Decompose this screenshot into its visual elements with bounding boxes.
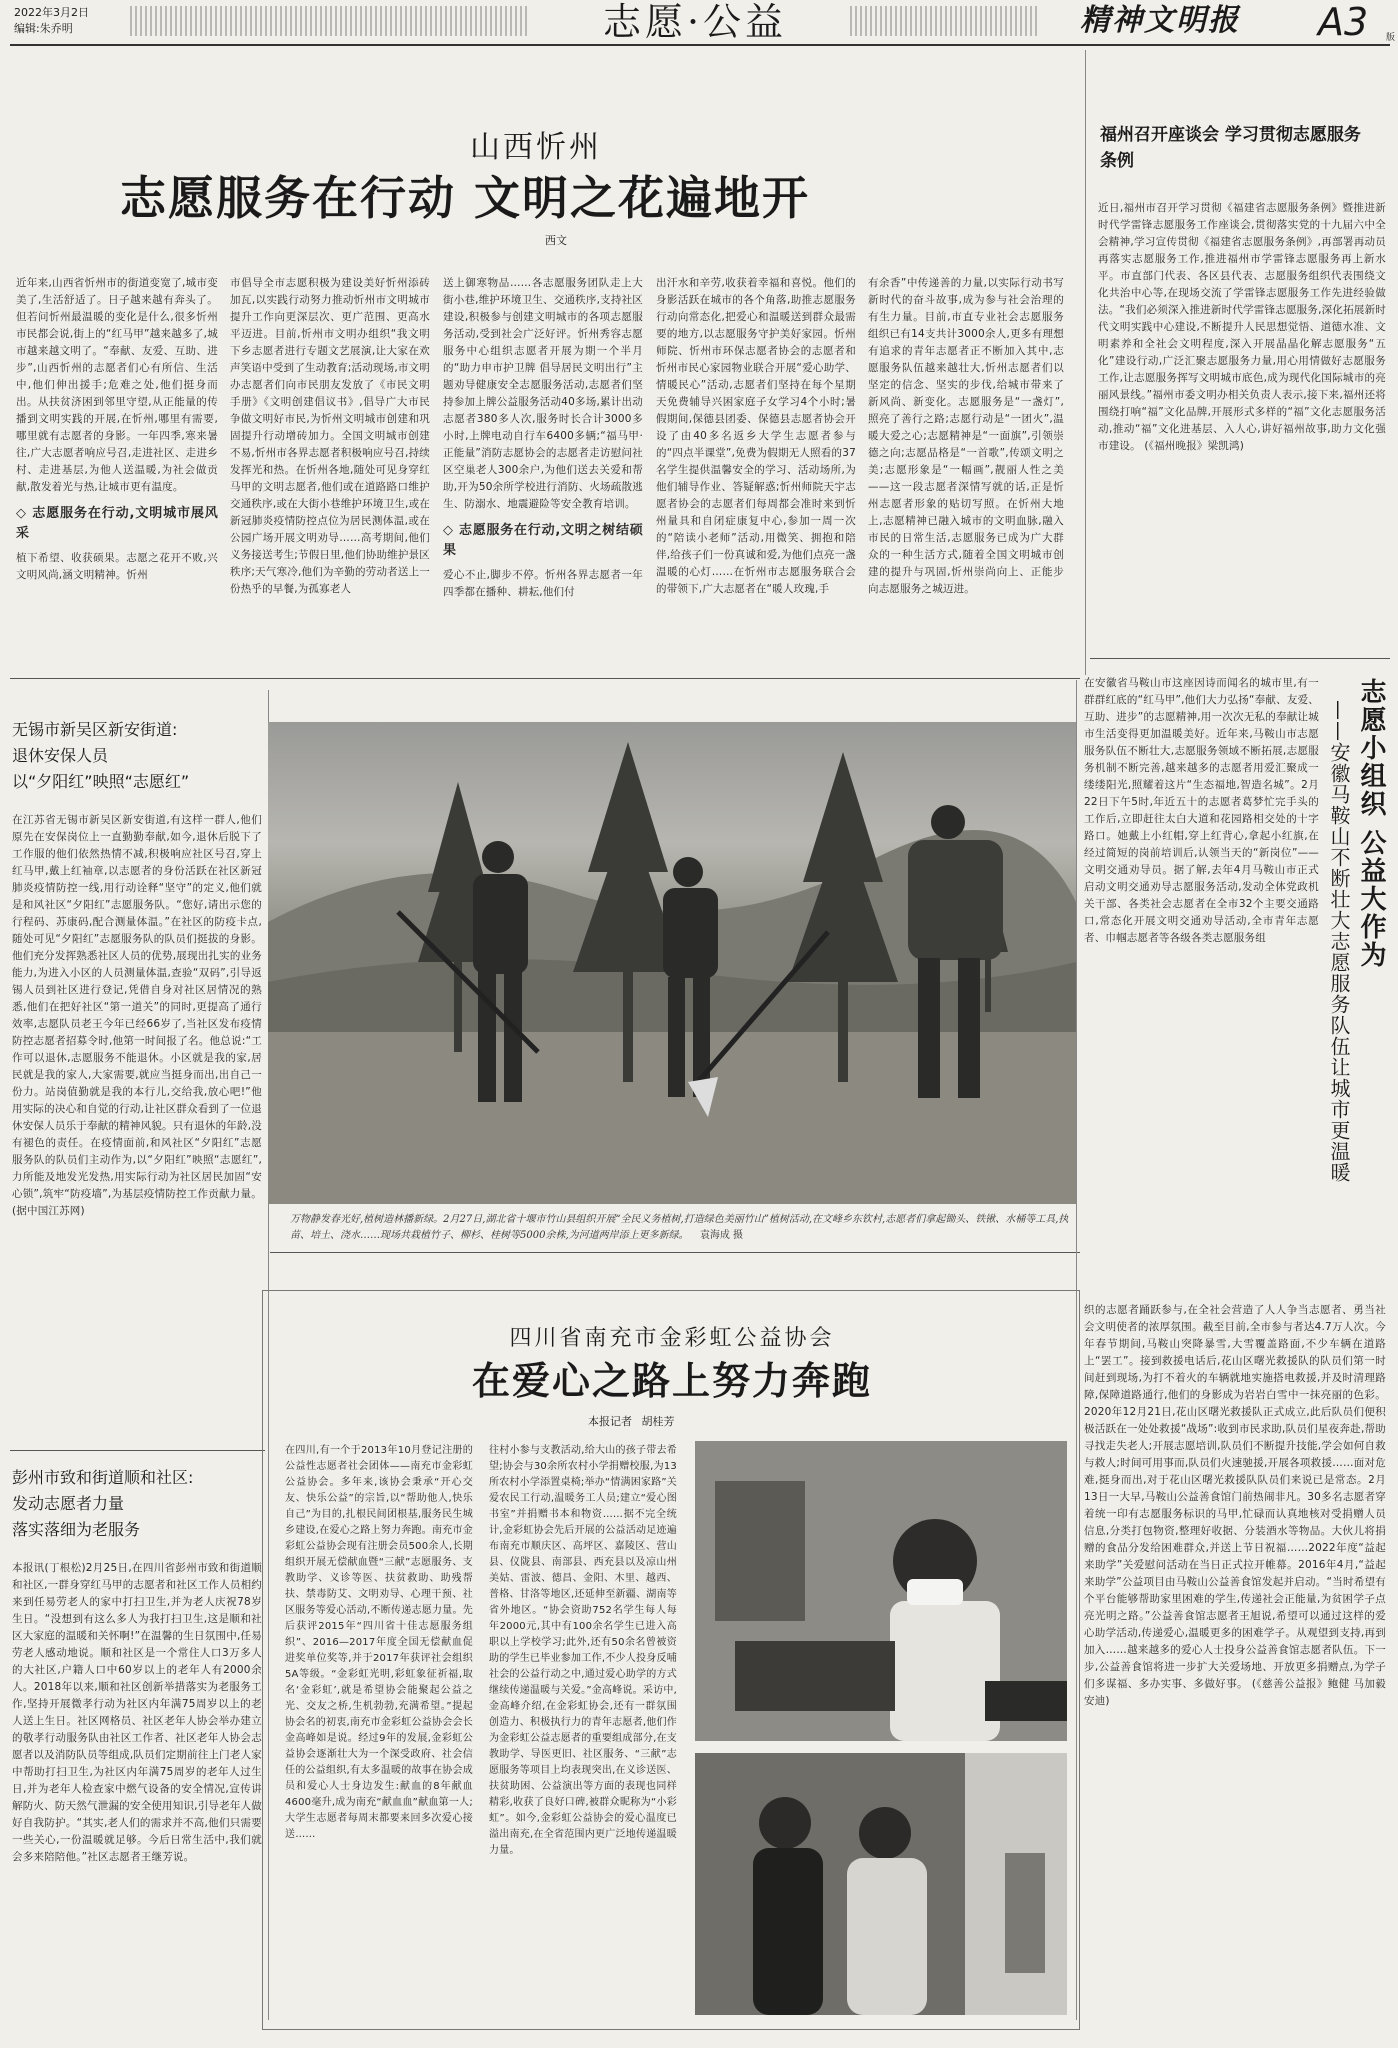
- pengzhou-body-text: 本报讯(丁根松)2月25日,在四川省彭州市致和街道顺和社区,一群身穿红马甲的志愿者和社区工作人员相约来到任易劳老人的家中打扫卫生,并为老人庆祝78岁生日。“没想到有这么多人为我打扫卫生,这是顺和社区大家庭的温暖和关怀啊!”在温馨的生日氛围中,任易劳老人感动地说。顺和社区是一个常住人口3万多人的大社区,户籍人口中60岁以上的老年人有2000余人。2018年以来,顺和社区创新举措落实为老服务工作,坚持开展微孝行动为社区内年满75周岁以上的老人送上生日。社区网格员、社区老年人协会举办建立的敬孝行动服务队由社区工作者、社区老年人协会志愿者以及消防队员等组成,队员们定期前往上门老人家中帮助打扫卫生,为社区内年满75周岁的老年人过生日,并为老年人检查家中燃气设备的安全情况,宣传讲解防火、防天然气泄漏的安全使用知识,引导老年人做好自我防护。“其实,老人们的需求并不高,他们只需要一些关心,一份温暖就足够。今后日常生活中,我们就会多来陪陪他。”社区志愿者王继芳说。: [12, 1562, 262, 1863]
- main-col-5-text: 有余香”中传递善的力量,以实际行动书写新时代的奋斗故事,成为参与社会治理的有生力量。目前,市直专业社会志愿服务组织已有14支共计3000余人,更多有理想有追求的青年志愿者正不断加入其中,志愿服务队伍越来越壮大,忻州志愿者们以坚定的信念、坚实的步伐,给城市带来了新风尚、新变化。志愿服务是“一盏灯”,照亮了善行之路;志愿行动是“一团火”,温暖大爱之心;志愿精神是“一面旗”,引领崇德之向;志愿品格是“一首歌”,传颂文明之美;志愿形象是“一幅画”,靓丽人性之美——这一段志愿者深情写就的话,正是忻州志愿者形象的贴切写照。在忻州大地上,志愿精神已融入城市的文明血脉,融入市民的日常生活,志愿服务已成为广大群众的一种生活方式,随着全国文明城市创建的提升与巩固,忻州崇尚向上、正能步向志愿服务之城迈进。: [868, 277, 1064, 595]
- photo-caption-text: 万物静发春光好,植树造林播新绿。2月27日,湖北省十堰市竹山县组织开展“全民义务植树,打造绿色美丽竹山”植树活动,在文峰乡东钦村,志愿者们拿起锄头、铁锹、水桶等工具,执苗、培土、浇水……现场共栽植竹子、柳杉、桂树等5000余株,为河道两岸添上更多新绿。: [290, 1214, 1069, 1241]
- main-kicker: 山西忻州: [470, 130, 602, 165]
- pengzhou-title-3: 落实落细为老服务: [12, 1520, 141, 1539]
- nanchong-byline-label: 本报记者: [588, 1415, 632, 1428]
- main-subhead-2: ◇ 志愿服务在行动,文明之树结硕果: [443, 523, 643, 558]
- pengzhou-title-2: 发动志愿者力量: [12, 1494, 125, 1513]
- maanshan-body-top-text: 在安徽省马鞍山市这座因诗而闻名的城市里,有一群群红底的“红马甲”,他们大力弘扬“奉献、友爱、互助、进步”的志愿精神,用一次次无私的奉献让城市生活变得更加温暖美好。近年来,马鞍山市志愿服务队伍不断壮大,志愿服务领域不断拓展,志愿服务机制不断完善,越来越多的志愿者用爱汇聚成一缕缕阳光,照耀着这片“生态福地,智造名城”。2月22日下午5时,年近五十的志愿者葛梦忙完手头的工作后,立即赶往太白大道和花园路相交处的十字路口。她戴上小红帽,穿上红背心,拿起小红旗,在经过简短的岗前培训后,认领当天的“新岗位”——文明交通劝导员。据了解,去年4月马鞍山市正式启动文明交通劝导志愿服务活动,发动全体党政机关干部、各类社会志愿者在全市32个主要交通路口,常态化开展文明交通劝导活动,全市青年志愿者、巾帼志愿者等各级各类志愿服务组: [1084, 677, 1319, 944]
- nanchong-col-1: [285, 1443, 473, 1843]
- main-col-1-text: 近年来,山西省忻州市的街道变宽了,城市变美了,生活舒适了。日子越来越有奔头了。但若问忻州最温暖的变化是什么,很多忻州市民都会说,街上的“红马甲”越来越多了,城市越来越文明了。“奉献、友爱、互助、进步”,山西忻州的志愿者们心有所信、生活中,他们伸出援手;危难之处,他们挺身而出。从扶贫济困到邻里守望,从正能量的传播到文明实践的开展,在忻州,哪里有需要,哪里就有志愿者的身影。一年四季,寒来暑往,广大志愿者响应号召,走进社区、走进乡村、走进基层,为他人送温暖,为社会做贡献,散发着光与热,让城市更有温度。: [16, 277, 218, 493]
- blood-donation-photo: [695, 1441, 1067, 1741]
- photo-credit: 袁海成 摄: [699, 1230, 744, 1241]
- maanshan-body-top: [1084, 675, 1319, 947]
- main-col-3: [443, 275, 643, 601]
- divider-under-fuzhou: [1090, 658, 1390, 659]
- wuxi-title-3: 以“夕阳红”映照“志愿红”: [12, 772, 190, 791]
- pengzhou-body: [12, 1560, 262, 1866]
- pengzhou-title-1: 彭州市致和街道顺和社区:: [12, 1468, 194, 1487]
- paper-name: 精神文明报: [1080, 3, 1240, 38]
- wuxi-title-2: 退休安保人员: [12, 746, 109, 765]
- main-col-3-text: 送上御寒物品……各志愿服务团队走上大街小巷,维护环境卫生、交通秩序,支持社区建设,积极参与创建文明城市的各项志愿服务活动,受到社会广泛好评。忻州秀容志愿服务中心组织志愿者开展为期一个半月的“助力申市护卫牌 倡导居民文明出行”主题劝导健康安全志愿服务活动,志愿者们坚持参加上牌公益服务活动40多场,累计出动志愿者380多人次,服务时长合计3000多小时,上牌电动自行车6400多辆;“福马甲·正能量”消防志愿协会的志愿者走访慰问社区空巢老人300余户,为他们送去关爱和帮助,开为50余所学校进行消防、火场疏散逃生、防溺水、地震避险等安全教育培训。: [443, 277, 643, 510]
- divider-under-wuxi: [10, 1450, 265, 1451]
- divider-under-main: [10, 678, 1080, 679]
- section-title: 志愿·公益: [560, 2, 830, 42]
- page-suffix: 版: [1386, 33, 1396, 43]
- wuxi-title-1: 无锡市新吴区新安街道:: [12, 720, 178, 739]
- fuzhou-body: [1098, 200, 1386, 455]
- main-headline: 志愿服务在行动 文明之花遍地开: [120, 171, 811, 225]
- masthead-stripes-left: [130, 6, 530, 36]
- maanshan-body-bottom-text: 织的志愿者踊跃参与,在全社会营造了人人争当志愿者、勇当社会文明使者的浓厚氛围。截至目前,全市参与者达4.7万人次。今年春节期间,马鞍山突降暴雪,大雪覆盖路面,不少车辆在道路上“罢工”。接到救援电话后,花山区曙光救援队的队员们第一时间赶到现场,为打不着火的车辆就地实施搭电救援,并及时清理路障,保障道路通行,他们的身影成为岩岩白雪中一抹亮丽的色彩。2020年12月21日,花山区曙光救援队正式成立,此后队员们便积极活跃在一处处救援“战场”:收到市民求助,队员们星夜奔赴,帮助寻找走失老人;开展志愿培训,队员们不断提升技能,学会如何自救与救人;时间可用事而,队员们火速驰援,开展各项救援……面对危难,挺身而出,对于花山区曙光救援队队员们来说已是常态。2月13日一大早,马鞍山公益善食馆门前热闹非凡。30多名志愿者穿着统一印有志愿服务标识的马甲,忙碌而认真地核对受捐赠人员信息,分类打包物资,整理好收据、分装酒水等物品。大伙儿将捐赠的食品分发给困难群众,并送上节日祝福……2022年度“益起来助学”关爱慰问活动在当日正式拉开帷幕。2016年4月,“益起来助学”公益项目由马鞍山公益善食馆发起并启动。“当时希望有个平台能够帮助家里困难的学生,传递社会正能量,为贫困学子点亮光明之路。”公益善食馆志愿者王旭说,希望可以通过这样的爱心助学活动,传递爱心,温暖更多的困难学子。从观望到支持,再到加入……越来越多的爱心人士投身公益善食馆志愿者队伍。下一步,公益善食馆将进一步扩大关爱场地、开放更多捐赠点,为学子们多谋福、多办实事、多做好事。: [1084, 1304, 1386, 1690]
- wuxi-body-text: 在江苏省无锡市新吴区新安街道,有这样一群人,他们原先在安保岗位上一直勤勤奉献,如今,退休后脱下了工作服的他们依然热情不减,积极响应社区号召,穿上红马甲,戴上红袖章,以志愿者的身份活跃在社区新冠肺炎疫情防控一线,用行动诠释“坚守”的定义,他们就是和风社区“夕阳红”志愿服务队。“您好,请出示您的行程码、苏康码,配合测量体温。”在社区的防疫卡点,随处可见“夕阳红”志愿服务队的队员们挺拔的身影。他们充分发挥熟悉社区人员的优势,展现出扎实的业务能力,为进入小区的人员测量体温,查验“双码”,引导返锡人员到社区进行登记,凭借自身对社区居情况的熟悉,他们在把好社区“第一道关”的同时,更提高了通行效率,志愿队员老王今年已经66岁了,当社区发布疫情防控志愿者招募令时,他第一时间报了名。他总说:“工作可以退休,志愿服务不能退休。小区就是我的家,居民就是我的家人,大家需要,就应当挺身而出,出自己一份力。站岗值勤就是我的本行儿,交给我,放心吧!”他用实际的决心和自觉的行动,让社区群众看到了一位退休安保人员乐于奉献的精神风貌。只有退休的年龄,没有褪色的责任。在疫情面前,和风社区“夕阳红”志愿服务队的队员们主动作为,以“夕阳红”映照“志愿红”,力所能及地发光发热,用实际行动为社区居民加固“安心锁”,筑牢“防疫墙”,为基层疫情防控工作贡献力量。: [12, 814, 262, 1200]
- divider-main-right: [1085, 50, 1086, 675]
- blood-donation-illustration: [695, 1441, 1067, 1741]
- nanchong-byline: [588, 1413, 675, 1429]
- main-byline: 西文: [545, 234, 567, 247]
- main-col-3-tail: 爱心不止,脚步不停。忻州各界志愿者一年四季都在播种、耕耘,他们付: [443, 569, 643, 598]
- nanchong-byline-name: 胡桂芳: [641, 1415, 675, 1428]
- main-col-4-text: 出汗水和辛劳,收获着幸福和喜悦。他们的身影活跃在城市的各个角落,助推志愿服务行动向常态化,把爱心和温暖送到群众最需要的地方,以志愿服务守护美好家园。忻州师院、忻州市环保志愿者协会的志愿者和忻州市民心家园物业联合开展“爱心助学、情暖民心”活动,志愿者们坚持在每个星期天免费辅导兴困家庭子女学习4个小时;暑假期间,保德县团委、保德县志愿者协会开设了由40多名返乡大学生志愿者参与的“四点半课堂”,免费为假期无人照看的37名学生提供温馨安全的学习、活动场所,为他们辅导作业、答疑解惑;忻州师院天宇志愿者协会的志愿者们每周都会准时来到忻州量具和自闭症康复中心,参加一周一次的“陪读小老师”活动,用微笑、拥抱和陪伴,给孩子们一份真诚和爱,为他们点亮一盏温暖的心灯……在忻州市志愿服务联合会的带领下,广大志愿者在“暖人玫瑰,手: [656, 277, 856, 595]
- divider-under-photo: [270, 1252, 1080, 1253]
- nanchong-col-2-text: 往村小参与支教活动,给大山的孩子带去希望;协会与30余所农村小学捐赠校服,为13所农村小学添置桌椅;举办“情满困家路”关爱农民工行动,温暖务工人员;建立“爱心图书室”并捐赠书本和物资……据不完全统计,金彩虹协会先后开展的公益活动足迹遍布南充市顺庆区、高坪区、嘉陵区、营山县、仪陇县、南部县、西充县以及凉山州美姑、雷波、德昌、金阳、木里、越西、普格、甘洛等地区,还延伸至新疆、湖南等省外地区。“协会资助752名学生每人每年2000元,其中有100余名学生已进入高职以上学校学习;此外,还有50余名曾被资助的学生已毕业参加工作,不少人投身反哺社会的公益行动之中,通过爱心助学的方式继续传递温暖与关爱。”金高峰说。采访中,金高峰介绍,在金彩虹协会,还有一群氛围创造力、积极执行力的青年志愿者,他们作为金彩虹公益志愿者的重要组成部分,在支教助学、导医更旧、社区服务、“三献”志愿服务等项目上均表现突出,在义诊送医、扶贫助困、公益演出等方面的表现也同样精彩,收获了良好口碑,被群众昵称为“小彩虹”。如今,金彩虹公益协会的爱心温度已溢出南充,在全省范围内更广泛地传递温暖力量。: [489, 1445, 677, 1856]
- maanshan-source: (《慈善公益报》鲍健 马加毅 安迪): [1084, 1678, 1386, 1707]
- nanchong-kicker: 四川省南充市金彩虹公益协会: [509, 1326, 835, 1351]
- page-number-value: A3: [1318, 0, 1369, 44]
- fuzhou-source: (《福州晚报》梁凯鸿): [1144, 440, 1245, 452]
- masthead-stripes-right: [850, 6, 1040, 36]
- main-col-4: [656, 275, 856, 598]
- volunteers-illustration: [695, 1753, 1067, 2015]
- nanchong-col-1-text: 在四川,有一个于2013年10月登记注册的公益性志愿者社会团体——南充市金彩虹公益协会。多年来,该协会秉承“开心交友、快乐公益”的宗旨,以“帮助他人,快乐自己”为目的,扎根民间团根基,服务民生城乡建设,在爱心之路上努力奔跑。南充市金彩虹公益协会现有注册会员500余人,长期组织开展无偿献血暨“三献”志愿服务、支教助学、义诊等医、扶贫救助、助残帮扶、禁毒防艾、文明劝导、心理干预、社区服务等爱心活动,不断传递志愿力量。先后获评2015年“四川省十佳志愿服务组织”、2016—2017年度全国无偿献血促进奖单位奖等,并于2017年获评社会组织5A等级。“金彩虹光明,彩虹象征祈福,取名‘金彩虹’,就是希望协会能聚起公益之光、交友之桥,生机勃勃,充满希望。”提起协会名的初衷,南充市金彩虹公益协会会长金高峰如是说。经过9年的发展,金彩虹公益协会逐渐壮大为一个深受政府、社会信任的公益组织,有太多温暖的故事在协会成员和爱心人士身边发生:献血的8年献血4600毫升,成为南充“献血血”献血第一人;大学生志愿者每周末都要来回多次爱心接送……: [285, 1445, 473, 1840]
- nanchong-headline: 在爱心之路上努力奔跑: [471, 1359, 872, 1403]
- wuxi-body: [12, 812, 262, 1220]
- main-col-2: [230, 275, 430, 598]
- maanshan-vertical-subtitle: ——安徽马鞍山不断壮大志愿服务队伍让城市更温暖: [1327, 700, 1351, 1183]
- photo-caption: [290, 1212, 1070, 1244]
- nanchong-col-2: [489, 1443, 677, 1859]
- wuxi-source: (据中国江苏网): [12, 1205, 85, 1217]
- main-col-1-tail: 植下希望、收获硕果。志愿之花开不败,兴文明风尚,涵文明精神。忻州: [16, 552, 218, 581]
- volunteers-photo: [695, 1753, 1067, 2015]
- tree-planting-illustration: [268, 722, 1076, 1204]
- main-subhead-1: ◇ 志愿服务在行动,文明城市展风采: [16, 506, 218, 541]
- main-col-5: [868, 275, 1064, 598]
- issue-date: 2022年3月2日: [14, 6, 89, 19]
- nanchong-box: [262, 1290, 1080, 2030]
- maanshan-vertical-title: 志愿小组织 公益大作为: [1356, 678, 1386, 970]
- masthead-rule: [10, 44, 1390, 46]
- maanshan-body-bottom: [1084, 1302, 1386, 1710]
- fuzhou-title: 福州召开座谈会 学习贯彻志愿服务条例: [1100, 125, 1361, 171]
- tree-planting-photo: [268, 722, 1076, 1204]
- main-col-1: [16, 275, 218, 584]
- fuzhou-body-text: 近日,福州市召开学习贯彻《福建省志愿服务条例》暨推进新时代学雷锋志愿服务工作座谈会,贯彻落实党的十九届六中全会精神,学习宣传贯彻《福建省志愿服务条例》,再部署再动员再落实志愿服务工作,推进福州市学雷锋志愿服务再上新水平。市直部门代表、各区县代表、志愿服务组织代表围绕文化共治中心等,在现场交流了学雷锋志愿服务工作先进经验做法。“我们必须深入推进新时代学雷锋志愿服务,深化拓展新时代文明实践中心建设,不断提升人民思想觉悟、道德水准、文明素养和全社会文明程度,深入开展晶晶化解志愿服务“五化”建设行动,广泛汇聚志愿服务力量,用心用情做好志愿服务工作,让志愿服务挥写文明城市底色,成为现代化国际城市的亮丽风景线。”福州市委文明办相关负责人表示,接下来,福州还将围绕打响“福”文化品牌,开展形式多样的“福”文化志愿服务活动,推动“福”文化进基层、入人心,讲好福州故事,助力文化强市建设。: [1098, 202, 1386, 452]
- page-number: [1318, 0, 1368, 44]
- main-col-2-text: 市倡导全市志愿积极为建设美好忻州添砖加瓦,以实践行动努力推动忻州市文明城市提升工作向更深层次、更广范围、更高水平迈进。目前,忻州市文明办组织“我文明下乡志愿者进行专题文艺展演,让大家在欢声笑语中受到了生动教育;活动现场,市文明办志愿者们向市民朋友发放了《市民文明手册》《文明创建倡议书》,倡导广大市民争做文明好市民,为忻州文明城市创建和巩固提升行动增砖加力。全国文明城市创建不易,忻州市各界志愿者积极响应号召,持续发挥光和热。在忻州各地,随处可见身穿红马甲的文明志愿者,他们或在道路路口维护交通秩序,或在大街小巷维护环境卫生,或在新冠肺炎疫情防控点位为居民测体温,或在公园广场开展文明劝导……高考期间,他们义务接送考生;节假日里,他们协助维护景区秩序;天气寒冷,他们为辛勤的劳动者送上一份热乎的早餐,为孤寡老人: [230, 277, 430, 595]
- editor-credit: 编辑:朱乔明: [14, 22, 73, 35]
